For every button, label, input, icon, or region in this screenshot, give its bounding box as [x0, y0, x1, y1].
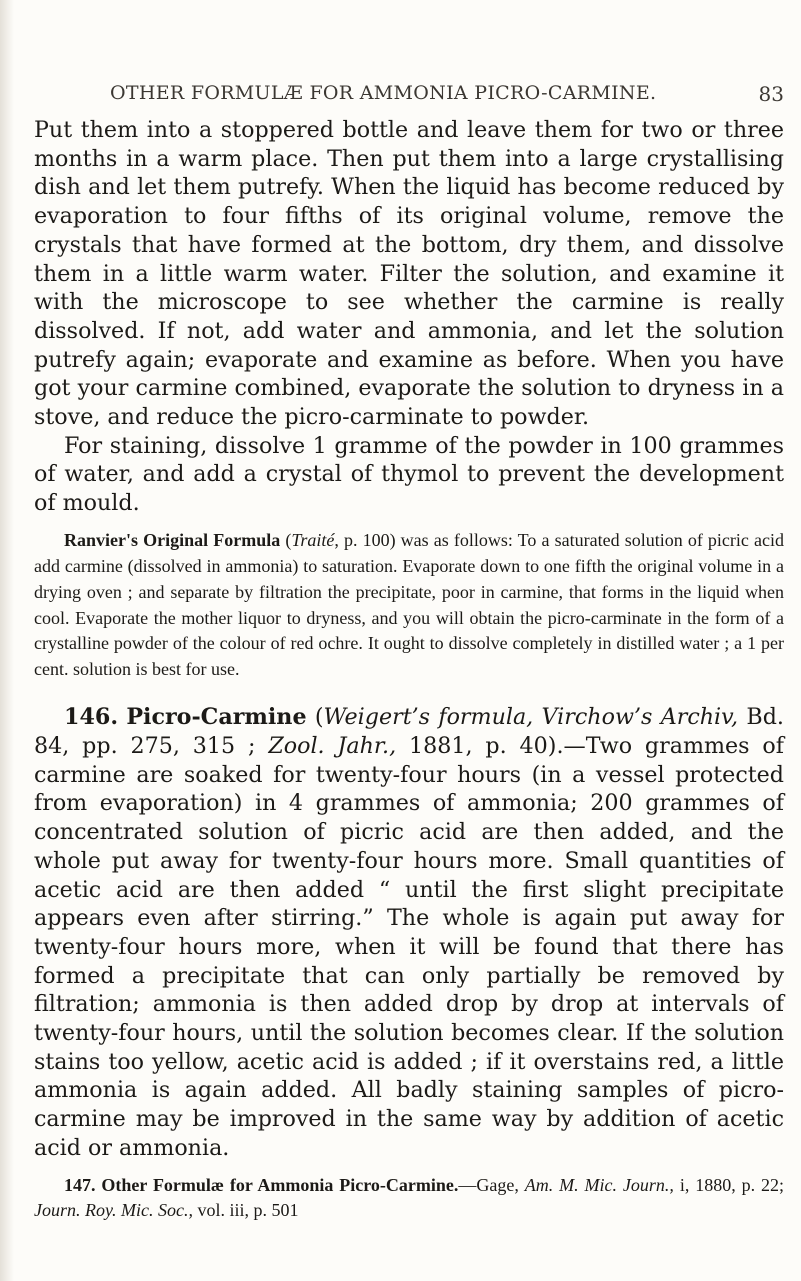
section-146-ref-italic-2: Zool. Jahr.,: [268, 732, 397, 759]
section-146: [34, 703, 784, 1162]
section-146-ref-plain-1: Bd. 84, pp. 275, 315 ;: [34, 704, 784, 759]
section-147-text-2: i, 1880, p. 22;: [673, 1174, 784, 1195]
section-146-title: Picro-Carmine: [126, 704, 307, 731]
section-147-text-1: —Gage,: [458, 1174, 525, 1195]
ranvier-title: Ranvier's Original Formula: [64, 529, 281, 550]
book-page: [34, 82, 784, 1242]
section-147-number: 147.: [64, 1174, 96, 1195]
section-147-italic-1: Am. M. Mic. Journ.,: [524, 1174, 674, 1195]
section-147-title: Other Formulæ for Ammonia Picro-Carmine.: [101, 1174, 459, 1195]
ranvier-formula-note: [34, 528, 784, 683]
ranvier-text: , p. 100) was as follows: To a saturated solution of picric acid add carmine (dissolved in ammonia) to saturation. Evaporate down to one fifth the original volume in a drying oven ; and separate by filtration the precipitate, poor in carmine, that forms in the liquid when cool. Evaporate the mother liquor to dryness, and you will obtain the picro-carminate in the form of a crystalline powder of the colour of red ochre. It ought to dissolve completely in distilled water ; a 1 per cent. solution is best for use.: [34, 529, 784, 680]
section-147: [34, 1173, 784, 1225]
section-147-italic-2: Journ. Roy. Mic. Soc.,: [34, 1200, 193, 1221]
page-spine-shadow: [0, 0, 14, 1281]
section-146-ref-open: (: [306, 704, 324, 731]
section-146-number: 146.: [64, 704, 119, 731]
page-number: 83: [758, 82, 784, 106]
section-146-text: —Two grammes of carmine are soaked for twenty-four hours (in a vessel protected from evaporation) in 4 grammes of ammonia; 200 grammes of concentrated solution of picric acid are then added, and the whole put away for twenty-four hours more. Small quantities of acetic acid are then added “ until the first slight precipitate appears even after stirring.” The whole is again put away for twenty-four hours more, when it will be found that there has formed a precipitate that can only partially be removed by filtration; ammonia is then added drop by drop at intervals of twenty-four hours, until the solution becomes clear. If the solution stains too yellow, acetic acid is added ; if it overstains red, a little ammonia is again added. All badly staining samples of picro-carmine may be improved in the same way by addition of acetic acid or ammonia.: [34, 732, 785, 1161]
ranvier-cite-open: (: [280, 529, 292, 550]
paragraph-staining: For staining, dissolve 1 gramme of the powder in 100 grammes of water, and add a crystal of thymol to prevent the development of mould.: [34, 432, 784, 517]
paragraph-putrefy: Put them into a stoppered bottle and leave them for two or three months in a warm place. Then put them into a large crystallising dish and let them putrefy. When the liquid has become reduced by evaporation to four fifths of its original volume, remove the crystals that have formed at the bottom, dry them, and dissolve them in a little warm water. Filter the solution, and examine it with the microscope to see whether the carmine is really dissolved. If not, add water and ammonia, and let the solution putrefy again; evaporate and examine as before. When you have got your carmine combined, evaporate the solution to dryness in a stove, and reduce the picro-carminate to powder.: [34, 117, 784, 431]
section-147-text-3: vol. iii, p. 501: [192, 1200, 299, 1221]
section-146-ref-plain-2: 1881, p. 40).: [396, 732, 564, 759]
section-146-ref-italic-1: Weigert’s formula, Virchow’s Archiv,: [323, 704, 739, 731]
ranvier-cite: Traité: [291, 529, 335, 550]
running-head: [34, 82, 784, 116]
running-title: OTHER FORMULÆ FOR AMMONIA PICRO-CARMINE.: [110, 82, 657, 104]
